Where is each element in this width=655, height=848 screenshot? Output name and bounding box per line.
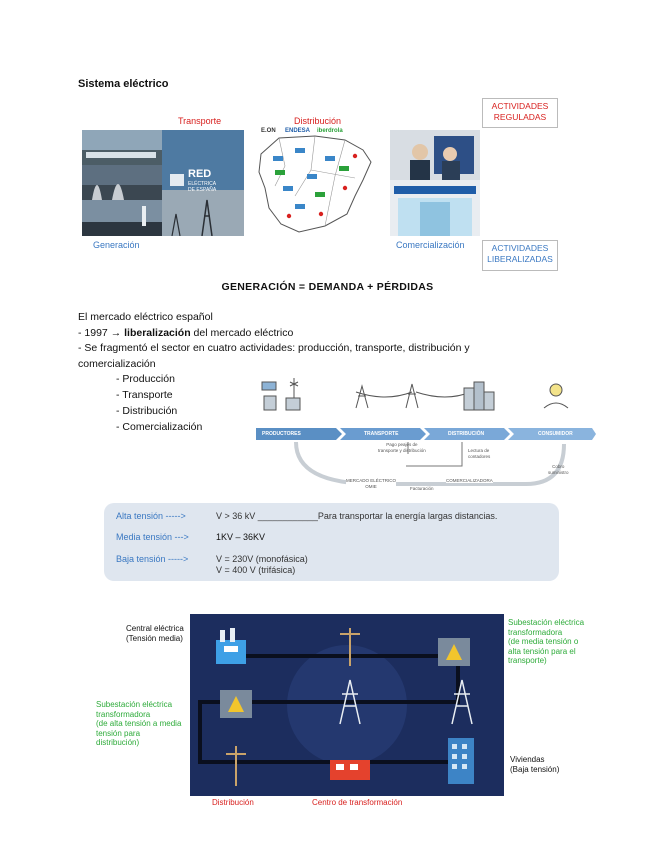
note-lectura: Lectura de contadores xyxy=(468,448,491,459)
note-factura: Facturación xyxy=(410,486,434,491)
subestacion-left-label: Subestación eléctrica transformadora (de alta tensión a media tensión para distribución) xyxy=(96,700,182,747)
baja-tension-label: Baja tensión -----> xyxy=(116,554,189,564)
activity-item: - Distribución xyxy=(116,405,178,417)
generacion-photo xyxy=(82,130,162,236)
market-line1-pre: - 1997 → xyxy=(78,326,125,339)
activity-item: - Producción xyxy=(116,373,175,385)
baja-tension-value-2: V = 400 V (trifásica) xyxy=(216,565,296,575)
note-peajes: Pago peajes de transporte y distribución xyxy=(378,442,426,453)
alta-tension-label: Alta tensión -----> xyxy=(116,511,186,521)
grid-diagram xyxy=(190,614,504,796)
note-comercializadora: COMERCIALIZADORA xyxy=(446,478,493,483)
activities-list xyxy=(116,371,202,435)
tension-box xyxy=(104,503,559,581)
market-line2: - Se fragmentó el sector en cuatro actividades: producción, transporte, distribución y comercialización xyxy=(78,342,470,370)
market-flow-diagram xyxy=(256,374,596,496)
generacion-label: Generación xyxy=(93,240,140,250)
subestacion-top-label: Subestación eléctrica transformadora (de media tensión o alta tensión para el transporte) xyxy=(508,618,585,665)
map-logo-endesa: ENDESA xyxy=(285,128,311,134)
actividades-reguladas-box: ACTIVIDADES REGULADAS xyxy=(482,98,558,128)
stage-transporte: TRANSPORTE xyxy=(364,431,399,437)
activity-item: - Comercialización xyxy=(116,421,203,433)
red-logo-sub1: ELÉCTRICA xyxy=(188,181,217,187)
note-cobro: Cobro suministro xyxy=(548,464,569,475)
viviendas-label: Viviendas (Baja tensión) xyxy=(510,755,560,774)
market-text xyxy=(78,310,548,372)
map-logo-iberdrola: iberdrola xyxy=(317,128,343,134)
market-line1-bold: liberalización xyxy=(124,326,191,339)
comercializacion-label: Comercialización xyxy=(396,240,465,250)
centro-transformacion-label: Centro de transformación xyxy=(312,798,403,807)
comercializacion-photo xyxy=(390,130,480,236)
stage-distribucion: DISTRIBUCIÓN xyxy=(448,431,485,437)
map-logo-eon: E.ON xyxy=(261,128,276,134)
stage-productores: PRODUCTORES xyxy=(262,431,301,437)
market-line1-post: del mercado eléctrico xyxy=(190,326,294,339)
distribucion-label: Distribución xyxy=(294,116,342,126)
market-heading: El mercado eléctrico español xyxy=(78,311,213,323)
media-tension-label: Media tensión ---> xyxy=(116,532,189,542)
stage-consumidor: CONSUMIDOR xyxy=(538,431,573,437)
transporte-label: Transporte xyxy=(178,116,222,126)
red-logo-main: RED xyxy=(188,168,212,180)
red-electrica-photo xyxy=(162,130,244,236)
equation: GENERACIÓN = DEMANDA + PÉRDIDAS xyxy=(221,281,434,293)
market-line1 xyxy=(78,326,548,342)
media-tension-value: 1KV – 36KV xyxy=(216,532,266,542)
page-title: Sistema eléctrico xyxy=(78,78,169,90)
distribution-map xyxy=(255,126,383,238)
red-logo-sub2: DE ESPAÑA xyxy=(188,187,217,193)
distribucion-bottom-label: Distribución xyxy=(212,798,254,807)
actividades-liberalizadas-box: ACTIVIDADES LIBERALIZADAS xyxy=(482,240,558,271)
baja-tension-value-1: V = 230V (monofásica) xyxy=(216,554,308,564)
central-electrica-label: Central eléctrica (Tensión media) xyxy=(126,624,184,643)
note-mercado: MERCADO ELÉCTRICO OMIE xyxy=(346,478,397,489)
activity-item: - Transporte xyxy=(116,389,173,401)
alta-tension-value: V > 36 kV ____________Para transportar la energía largas distancias. xyxy=(216,511,498,521)
